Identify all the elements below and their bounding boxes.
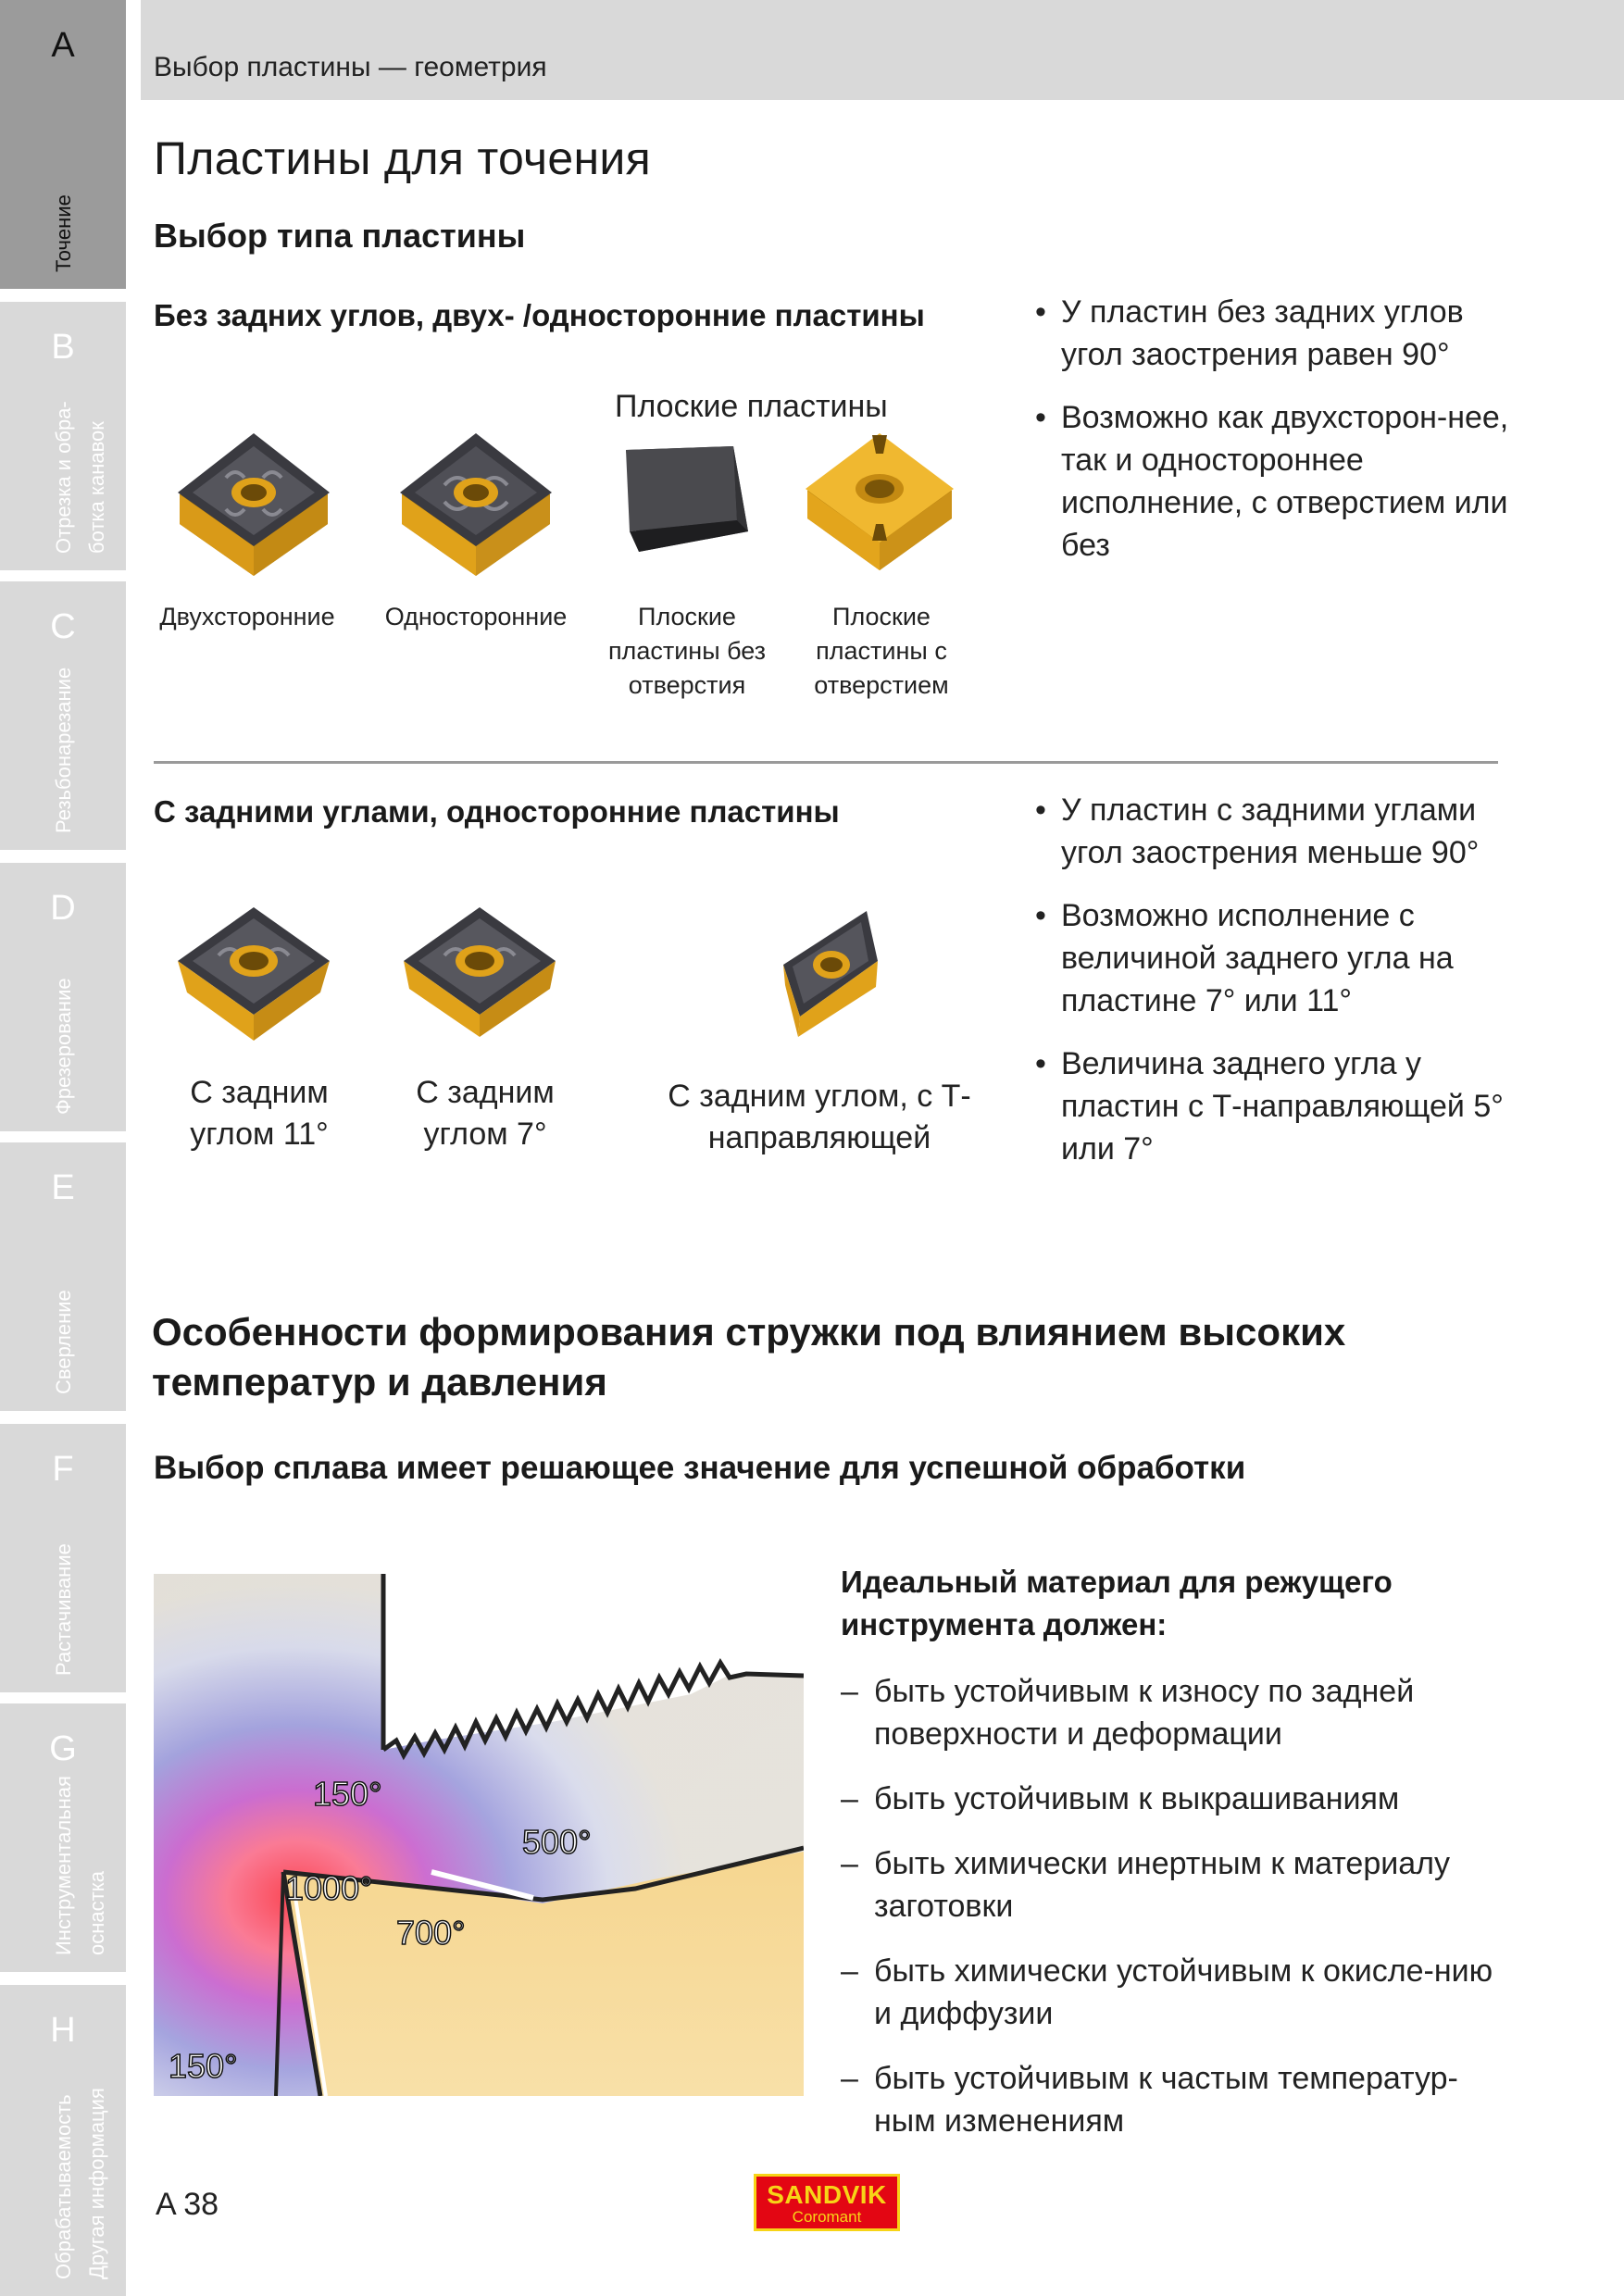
- tab-label: Другая информация: [85, 2088, 108, 2279]
- temp-label: 150°: [313, 1775, 382, 1813]
- single-sided-insert-image: [393, 424, 559, 583]
- sandvik-logo: [754, 2174, 900, 2231]
- section-sidebar: [0, 0, 126, 2296]
- tab-label: Инструментальная: [52, 1776, 75, 1955]
- tab-label: Фрезерование: [52, 978, 75, 1115]
- insert-caption: Плоские пластины с отверстием: [814, 603, 949, 699]
- section-heading: Особенности формирования стружки под влиянием высоких температур и давления: [152, 1310, 1346, 1404]
- tab-boring[interactable]: [0, 1424, 126, 1692]
- insert-caption: С задним углом 11°: [190, 1075, 329, 1152]
- logo-text: SANDVIK: [767, 2180, 887, 2209]
- tab-label: оснастка: [85, 1870, 108, 1955]
- group-heading: Без задних углов, двух- /односторонние пластины: [154, 298, 925, 332]
- tab-threading[interactable]: [0, 581, 126, 850]
- list-title: Идеальный материал для режущего инструмента должен:: [841, 1565, 1393, 1641]
- temp-label: 700°: [396, 1914, 466, 1952]
- logo-subtext: Coromant: [792, 2208, 862, 2226]
- flat-insert-no-hole-image: [607, 435, 757, 561]
- tab-letter: F: [52, 1450, 74, 1489]
- section-heading: Выбор типа пластины: [154, 217, 526, 255]
- bullet-item: • У пластин без задних углов угол заострения равен 90°: [1035, 291, 1517, 376]
- header-bar: [141, 0, 1624, 100]
- tab-label: Обрабатываемость: [52, 2094, 75, 2279]
- tab-letter: A: [51, 26, 75, 65]
- bullet-list: [1035, 291, 1517, 587]
- tab-turning[interactable]: [0, 0, 126, 289]
- bullet-list: [1035, 789, 1517, 1191]
- list-item: – быть устойчивым к частым температур-ным изменениям: [841, 2057, 1507, 2142]
- page-title: Пластины для точения: [154, 132, 652, 184]
- double-sided-insert-image: [170, 424, 337, 583]
- insert-caption: С задним углом, с Т-направляющей: [668, 1079, 971, 1155]
- list-item: – быть химически инертным к материалу заготовки: [841, 1842, 1507, 1928]
- tab-tooling[interactable]: [0, 1703, 126, 1972]
- chip-temperature-image: [154, 1574, 804, 2096]
- temp-label: 150°: [169, 2047, 238, 2085]
- bullet-item: • У пластин с задними углами угол заострения меньше 90°: [1035, 789, 1517, 874]
- tab-label: Сверление: [52, 1290, 75, 1394]
- tab-machinability[interactable]: [0, 1985, 126, 2296]
- list-item: – быть химически устойчивым к окисле-нию и диффузии: [841, 1950, 1507, 2035]
- divider: [154, 761, 1498, 764]
- tab-label: Точение: [52, 194, 75, 272]
- breadcrumb: Выбор пластины — геометрия: [154, 52, 547, 82]
- tab-letter: B: [51, 328, 75, 367]
- tab-milling[interactable]: [0, 863, 126, 1131]
- list-item: – быть устойчивым к износу по задней поверхности и деформации: [841, 1670, 1507, 1755]
- insert-caption: Односторонние: [384, 603, 568, 630]
- insert-t-guide-image: [776, 907, 887, 1042]
- insert-caption: Двухсторонние: [159, 603, 335, 630]
- insert-caption: С задним углом 7°: [416, 1075, 555, 1152]
- list-item: – быть устойчивым к выкрашиваниям: [841, 1778, 1507, 1820]
- temp-label: 500°: [522, 1823, 592, 1861]
- temp-label: 1000°: [285, 1869, 373, 1907]
- tab-drilling[interactable]: [0, 1142, 126, 1411]
- section-subheading: Выбор сплава имеет решающее значение для успешной обработки: [154, 1450, 1246, 1486]
- insert-7-deg-image: [396, 900, 563, 1048]
- page-number: A 38: [156, 2187, 219, 2222]
- tab-letter: D: [50, 889, 76, 928]
- insert-caption: Плоские пластины без отверстия: [607, 603, 767, 699]
- flat-inserts-label: Плоские пластины: [615, 389, 888, 424]
- requirements-list: [841, 1670, 1507, 2165]
- insert-11-deg-image: [170, 900, 337, 1048]
- tab-letter: G: [49, 1729, 77, 1768]
- tab-label: Резьбонарезание: [52, 667, 75, 833]
- bullet-item: • Величина заднего угла у пластин с Т-направляющей 5° или 7°: [1035, 1042, 1517, 1170]
- tab-grooving[interactable]: [0, 302, 126, 570]
- tab-label: Растачивание: [52, 1543, 75, 1676]
- group-heading: С задними углами, односторонние пластины: [154, 794, 840, 829]
- tab-label: ботка канавок: [85, 421, 108, 554]
- bullet-item: • Возможно как двухсторон-нее, так и одностороннее исполнение, с отверстием или без: [1035, 396, 1517, 567]
- bullet-item: • Возможно исполнение с величиной заднего угла на пластине 7° или 11°: [1035, 894, 1517, 1022]
- tab-label: Отрезка и обра-: [52, 401, 75, 554]
- tab-letter: H: [50, 2011, 76, 2050]
- tab-letter: E: [51, 1168, 75, 1207]
- tab-letter: C: [50, 607, 76, 646]
- flat-insert-with-hole-image: [798, 426, 961, 578]
